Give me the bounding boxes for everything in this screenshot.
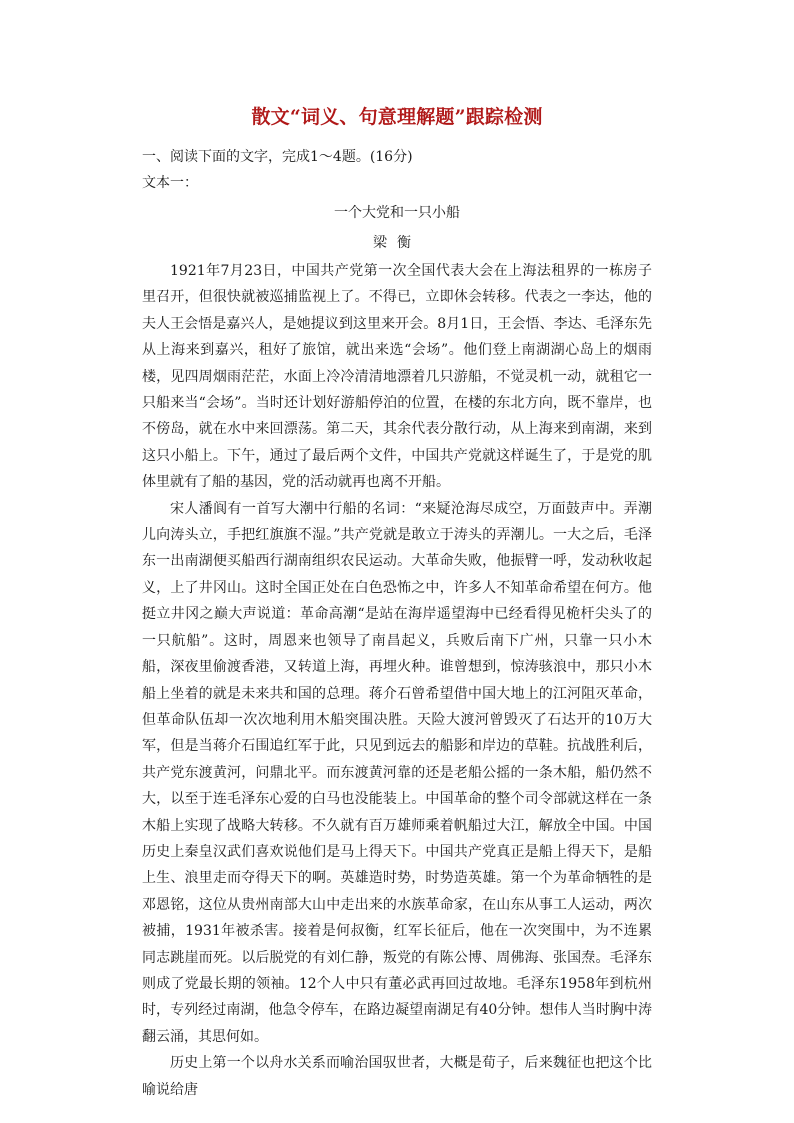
essay-paragraph: 历史上第一个以舟水关系而喻治国驭世者，大概是荀子，后来魏征也把这个比喻说给唐: [142, 1055, 652, 1098]
essay-paragraph: 1921年7月23日，中国共产党第一次全国代表大会在上海法租界的一栋房子里召开，但很快就被巡捕监视上了。不得已，立即休会转移。代表之一李达，他的夫人王会悟是嘉兴人，是她提议到这里来开会。8月1日，王会悟、李达、毛泽东先从上海来到嘉兴，租好了旅馆，就出来选“会场”。他们登上南湖湖心岛上的烟雨楼，见四周烟雨茫茫，水面上冷冷清清地漂着几只游船，不觉灵机一动，就租它一只船来当“会场”。当时还计划好游船停泊的位置，在楼的东北方向，既不靠岸，也不傍岛，就在水中来回漂荡。第二天，其余代表分散行动，从上海来到南湖，来到这只小船上。下午，通过了最后两个文件，中国共产党就这样诞生了，于是党的肌体里就有了船的基因，党的活动就再也离不开船。: [142, 263, 652, 491]
document-content: [142, 100, 652, 1103]
essay-title: 一个大党和一只小船: [334, 205, 460, 221]
text-label: 文本一：: [142, 175, 198, 191]
essay-paragraph: 宋人潘阆有一首写大潮中行船的名词：“来疑沧海尽成空，万面鼓声中。弄潮儿向涛头立，手把红旗旗不湿。”共产党就是敢立于涛头的弄潮儿。一大之后，毛泽东一出南湖便买船西行湖南组织农民运动。大革命失败，他振臂一呼，发动秋收起义，上了井冈山。这时全国正处在白色恐怖之中，许多人不知革命希望在何方。他挺立井冈之巅大声说道：革命高潮“是站在海岸遥望海中已经看得见桅杆尖头了的一只航船”。这时，周恩来也领导了南昌起义，兵败后南下广州，只靠一只小木船，深夜里偷渡香港，又转道上海，再埋火种。谁曾想到，惊涛骇浪中，那只小木船上坐着的就是未来共和国的总理。蒋介石曾希望借中国大地上的江河阻灭革命，但革命队伍却一次次地利用木船突围决胜。天险大渡河曾毁灭了石达开的10万大军，但是当蒋介石围追红军于此，只见到远去的船影和岸边的草鞋。抗战胜利后，共产党东渡黄河，问鼎北平。而东渡黄河靠的还是老船公摇的一条木船，船仍然不大，以至于连毛泽东心爱的白马也没能装上。中国革命的整个司令部就这样在一条木船上实现了战略大转移。不久就有百万雄师乘着帆船过大江，解放全中国。中国历史上秦皇汉武们喜欢说他们是马上得天下。中国共产党真正是船上得天下，是船上生、浪里走而夺得天下的啊。英雄造时势，时势造英雄。第一个为革命牺牲的是邓恩铭，这位从贵州南部大山中走出来的水族革命家，在山东从事工人运动，两次被捕，1931年被杀害。接着是何叔衡，红军长征后，他在一次突围中，为不连累同志跳崖而死。以后脱党的有刘仁静，叛党的有陈公博、周佛海、张国焘。毛泽东则成了党最长期的领袖。12个人中只有董必武再回过故地。毛泽东1958年到杭州时，专列经过南湖，他急令停车，在路边凝望南湖足有40分钟。想伟人当时胸中涛翻云涌，其思何如。: [142, 500, 652, 1045]
document-title: 散文“词义、句意理解题”跟踪检测: [251, 106, 543, 128]
essay-author: 梁衡: [373, 235, 421, 251]
question-instruction: 一、阅读下面的文字，完成1～4题。(16分): [142, 149, 413, 165]
